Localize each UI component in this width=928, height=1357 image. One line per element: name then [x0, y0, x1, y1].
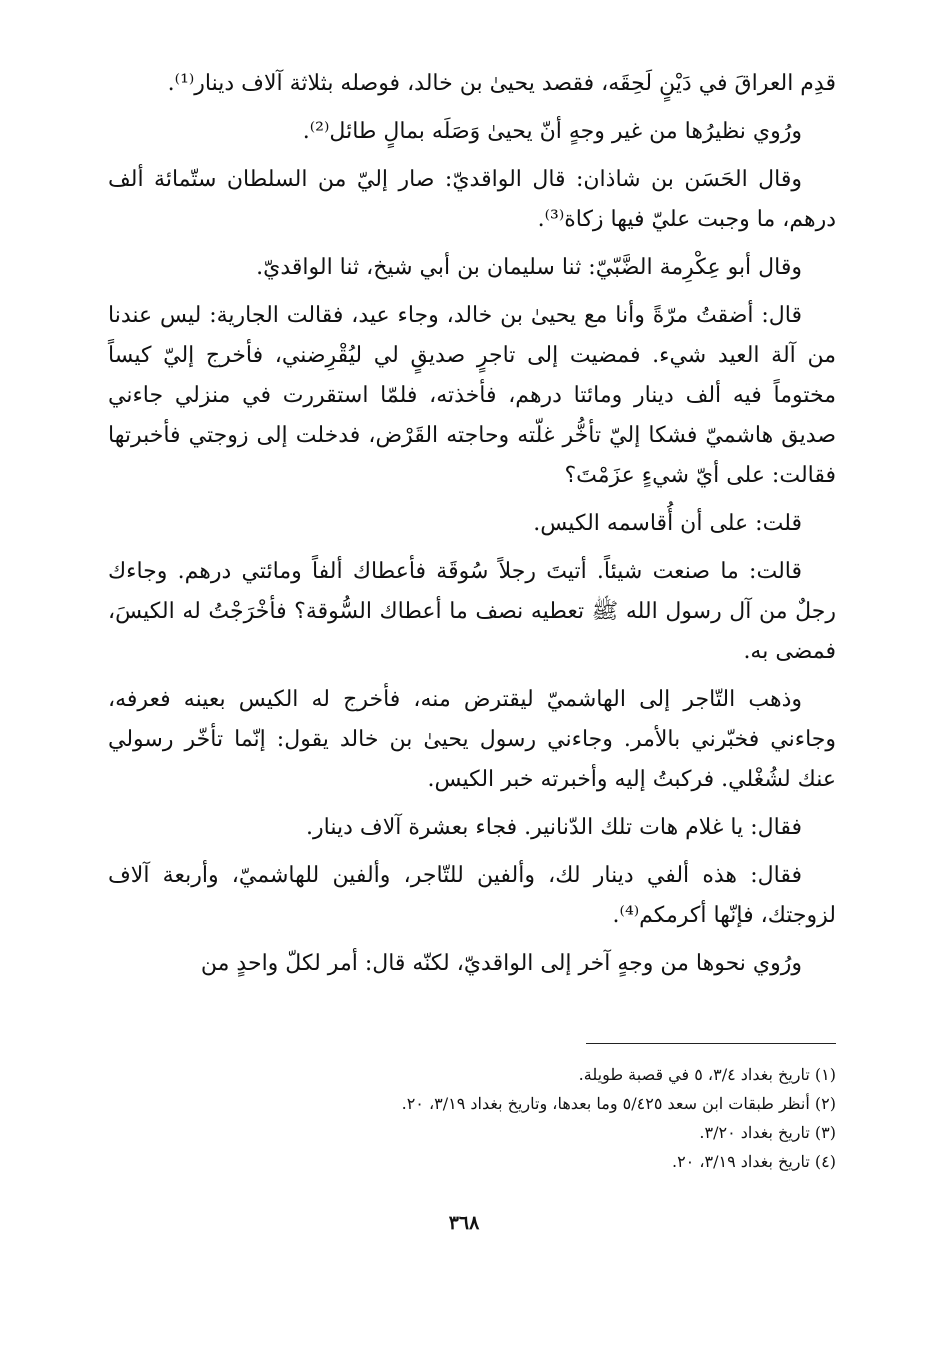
paragraph: قدِم العراقَ في دَيْنٍ لَحِقَه، فقصد يحيىٰ بن خالد، فوصله بثلاثة آلاف دينار⁽¹⁾. [167, 71, 836, 96]
paragraph: وقال الحَسَن بن شاذان: قال الواقديّ: صار إليّ من السلطان ستّمائة ألف درهم، ما وجبت عليّ فيها زكاة⁽³⁾. [108, 167, 836, 232]
main-text [108, 64, 836, 992]
paragraph: ورُوي نظيرُها من غير وجهٍ أنّ يحيىٰ وَصَلَه بمالٍ طائل⁽²⁾. [302, 119, 802, 144]
footnote-item: (٤) تاريخ بغداد ٣/١٩، ٢٠. [671, 1152, 836, 1171]
footnote-item: (٢) أنظر طبقات ابن سعد ٥/٤٢٥ وما بعدها، وتاريخ بغداد ٣/١٩، ٢٠. [401, 1094, 836, 1113]
paragraph: قلت: على أن أُقاسمه الكيس. [533, 511, 802, 536]
paragraph: وذهب التّاجر إلى الهاشميّ ليقترض منه، فأخرج له الكيس بعينه فعرفه، وجاءني فخبّرني بالأمر. وجاءني رسول يحيىٰ بن خالد يقول: إنّما تأخّر رسولي عنك لشُغْلي. فركبتُ إليه وأخبرته خبر الكيس. [108, 687, 836, 792]
footnote-item: (١) تاريخ بغداد ٣/٤، ٥ في قصبة طويلة. [578, 1065, 836, 1084]
footnote-item: (٣) تاريخ بغداد ٣/٢٠. [699, 1123, 836, 1142]
paragraph: فقال: هذه ألفي دينار لك، وألفين للتّاجر، وألفين للهاشميّ، وأربعة آلاف لزوجتك، فإنّها أكرمكم⁽⁴⁾. [108, 863, 836, 928]
paragraph: قالت: ما صنعت شيئاً. أتيتَ رجلاً سُوقَة فأعطاك ألفاً ومائتي درهم. وجاءك رجلٌ من آل رسول الله ﷺ تعطيه نصف ما أعطاك السُّوقة؟ فأخْرَجْتُ له الكيسَ، فمضى به. [108, 559, 836, 664]
footnotes [108, 1060, 836, 1176]
paragraph: قال: أضقتُ مرّةً وأنا مع يحيىٰ بن خالد، وجاء عيد، فقالت الجارية: ليس عندنا من آلة العيد شيء. فمضيت إلى تاجرٍ صديقٍ لي ليُقْرِضني، فأخرج إليّ كيساً مختوماً فيه ألف دينار ومائتا درهم، فأخذته، فلمّا استقررت في منزلي جاءني صديق هاشميّ فشكا إليّ تأخُّر غلّته وحاجته القَرْض، فدخلت إلى زوجتي فأخبرتها فقالت: على أيّ شيءٍ عزَمْتَ؟ [108, 303, 836, 488]
paragraph: ورُوي نحوها من وجهٍ آخر إلى الواقديّ، لكنّه قال: أمر لكلّ واحدٍ من [200, 951, 802, 976]
page-number: ٣٦٨ [448, 1212, 480, 1234]
footnote-divider [586, 1043, 836, 1044]
paragraph: وقال أبو عِكْرِمة الضَّبّيّ: ثنا سليمان بن أبي شيخ، ثنا الواقديّ. [256, 255, 802, 280]
paragraph: فقال: يا غلام هات تلك الدّنانير. فجاء بعشرة آلاف دينار. [306, 815, 802, 840]
